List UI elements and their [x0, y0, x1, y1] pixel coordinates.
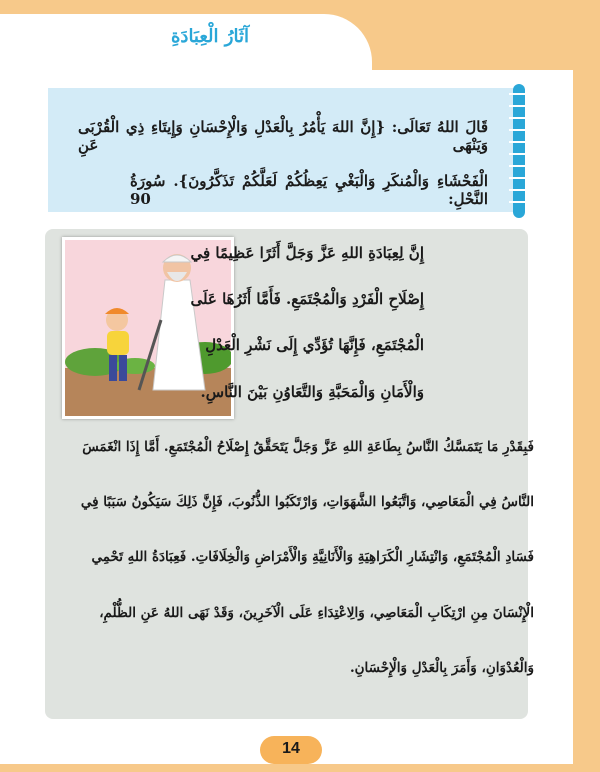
body-line-8: الْإِنْسَانَ مِنِ ارْتِكَابِ الْمَعَاصِي، وَالِاعْتِدَاءِ عَلَى الْآخَرِينَ، وَقَدْ نَهَى اللهُ عَنِ الظُّلْمِ، [99, 605, 534, 621]
side-band [573, 0, 600, 772]
page-title: آثَارُ الْعِبَادَةِ [171, 26, 249, 47]
body-line-6: النَّاسُ فِي الْمَعَاصِي، وَاتَّبَعُوا الشَّهَوَاتِ، وَارْتَكَبُوا الذُّنُوبَ، فَإِنَّ ذَلِكَ سَيَكُونُ سَبَبًا فِي [80, 494, 534, 510]
body-line-3: الْمُجْتَمَعِ، فَإِنَّهَا تُؤَدِّي إِلَى نَشْرِ الْعَدْلِ [205, 336, 424, 354]
page-number: 14 [282, 740, 300, 757]
body-line-1: إِنَّ لِعِبَادَةِ اللهِ عَزَّ وَجَلَّ أَثَرًا عَظِيمًا فِي [190, 244, 424, 262]
body-line-2: إِصْلَاحِ الْفَرْدِ وَالْمُجْتَمَعِ. فَأَمَّا أَثَرُهَا عَلَى [190, 290, 424, 308]
body-line-4: وَالْأَمَانِ وَالْمَحَبَّةِ وَالتَّعَاوُنِ بَيْنَ النَّاسِ. [200, 383, 424, 401]
verse-line-2: الْفَحْشَاءِ وَالْمُنكَرِ وَالْبَغْيِ يَعِظُكُمْ لَعَلَّكُمْ تَذَكَّرُونَ}. سُورَةُ النَّحْلِ: 90 [130, 172, 488, 208]
footer-band [0, 764, 600, 772]
spiral-binding-icon [507, 80, 531, 222]
body-line-9: وَالْعُدْوَانِ، وَأَمَرَ بِالْعَدْلِ وَالْإِحْسَانِ. [349, 660, 534, 676]
body-line-7: فَسَادِ الْمُجْتَمَعِ، وَانْتِشَارِ الْكَرَاهِيَةِ وَالْأَنَانِيَّةِ وَالْأَمْرَاضِ وَالْخِلَافَاتِ. فَعِبَادَةُ اللهِ تَحْمِي [91, 549, 534, 565]
body-line-5: فَبِقَدْرِ مَا يَتَمَسَّكُ النَّاسُ بِطَاعَةِ اللهِ عَزَّ وَجَلَّ يَتَحَقَّقُ إِصْلَاحُ الْمُجْتَمَعِ. أَمَّا إِذَا انْغَمَسَ [82, 439, 534, 455]
verse-line-1: قَالَ اللهُ تَعَالَى: {إِنَّ اللهَ يَأْمُرُ بِالْعَدْلِ وَالْإِحْسَانِ وَإِيتَاءِ ذِي الْقُرْبَى وَيَنْهَى عَنِ [78, 118, 488, 154]
